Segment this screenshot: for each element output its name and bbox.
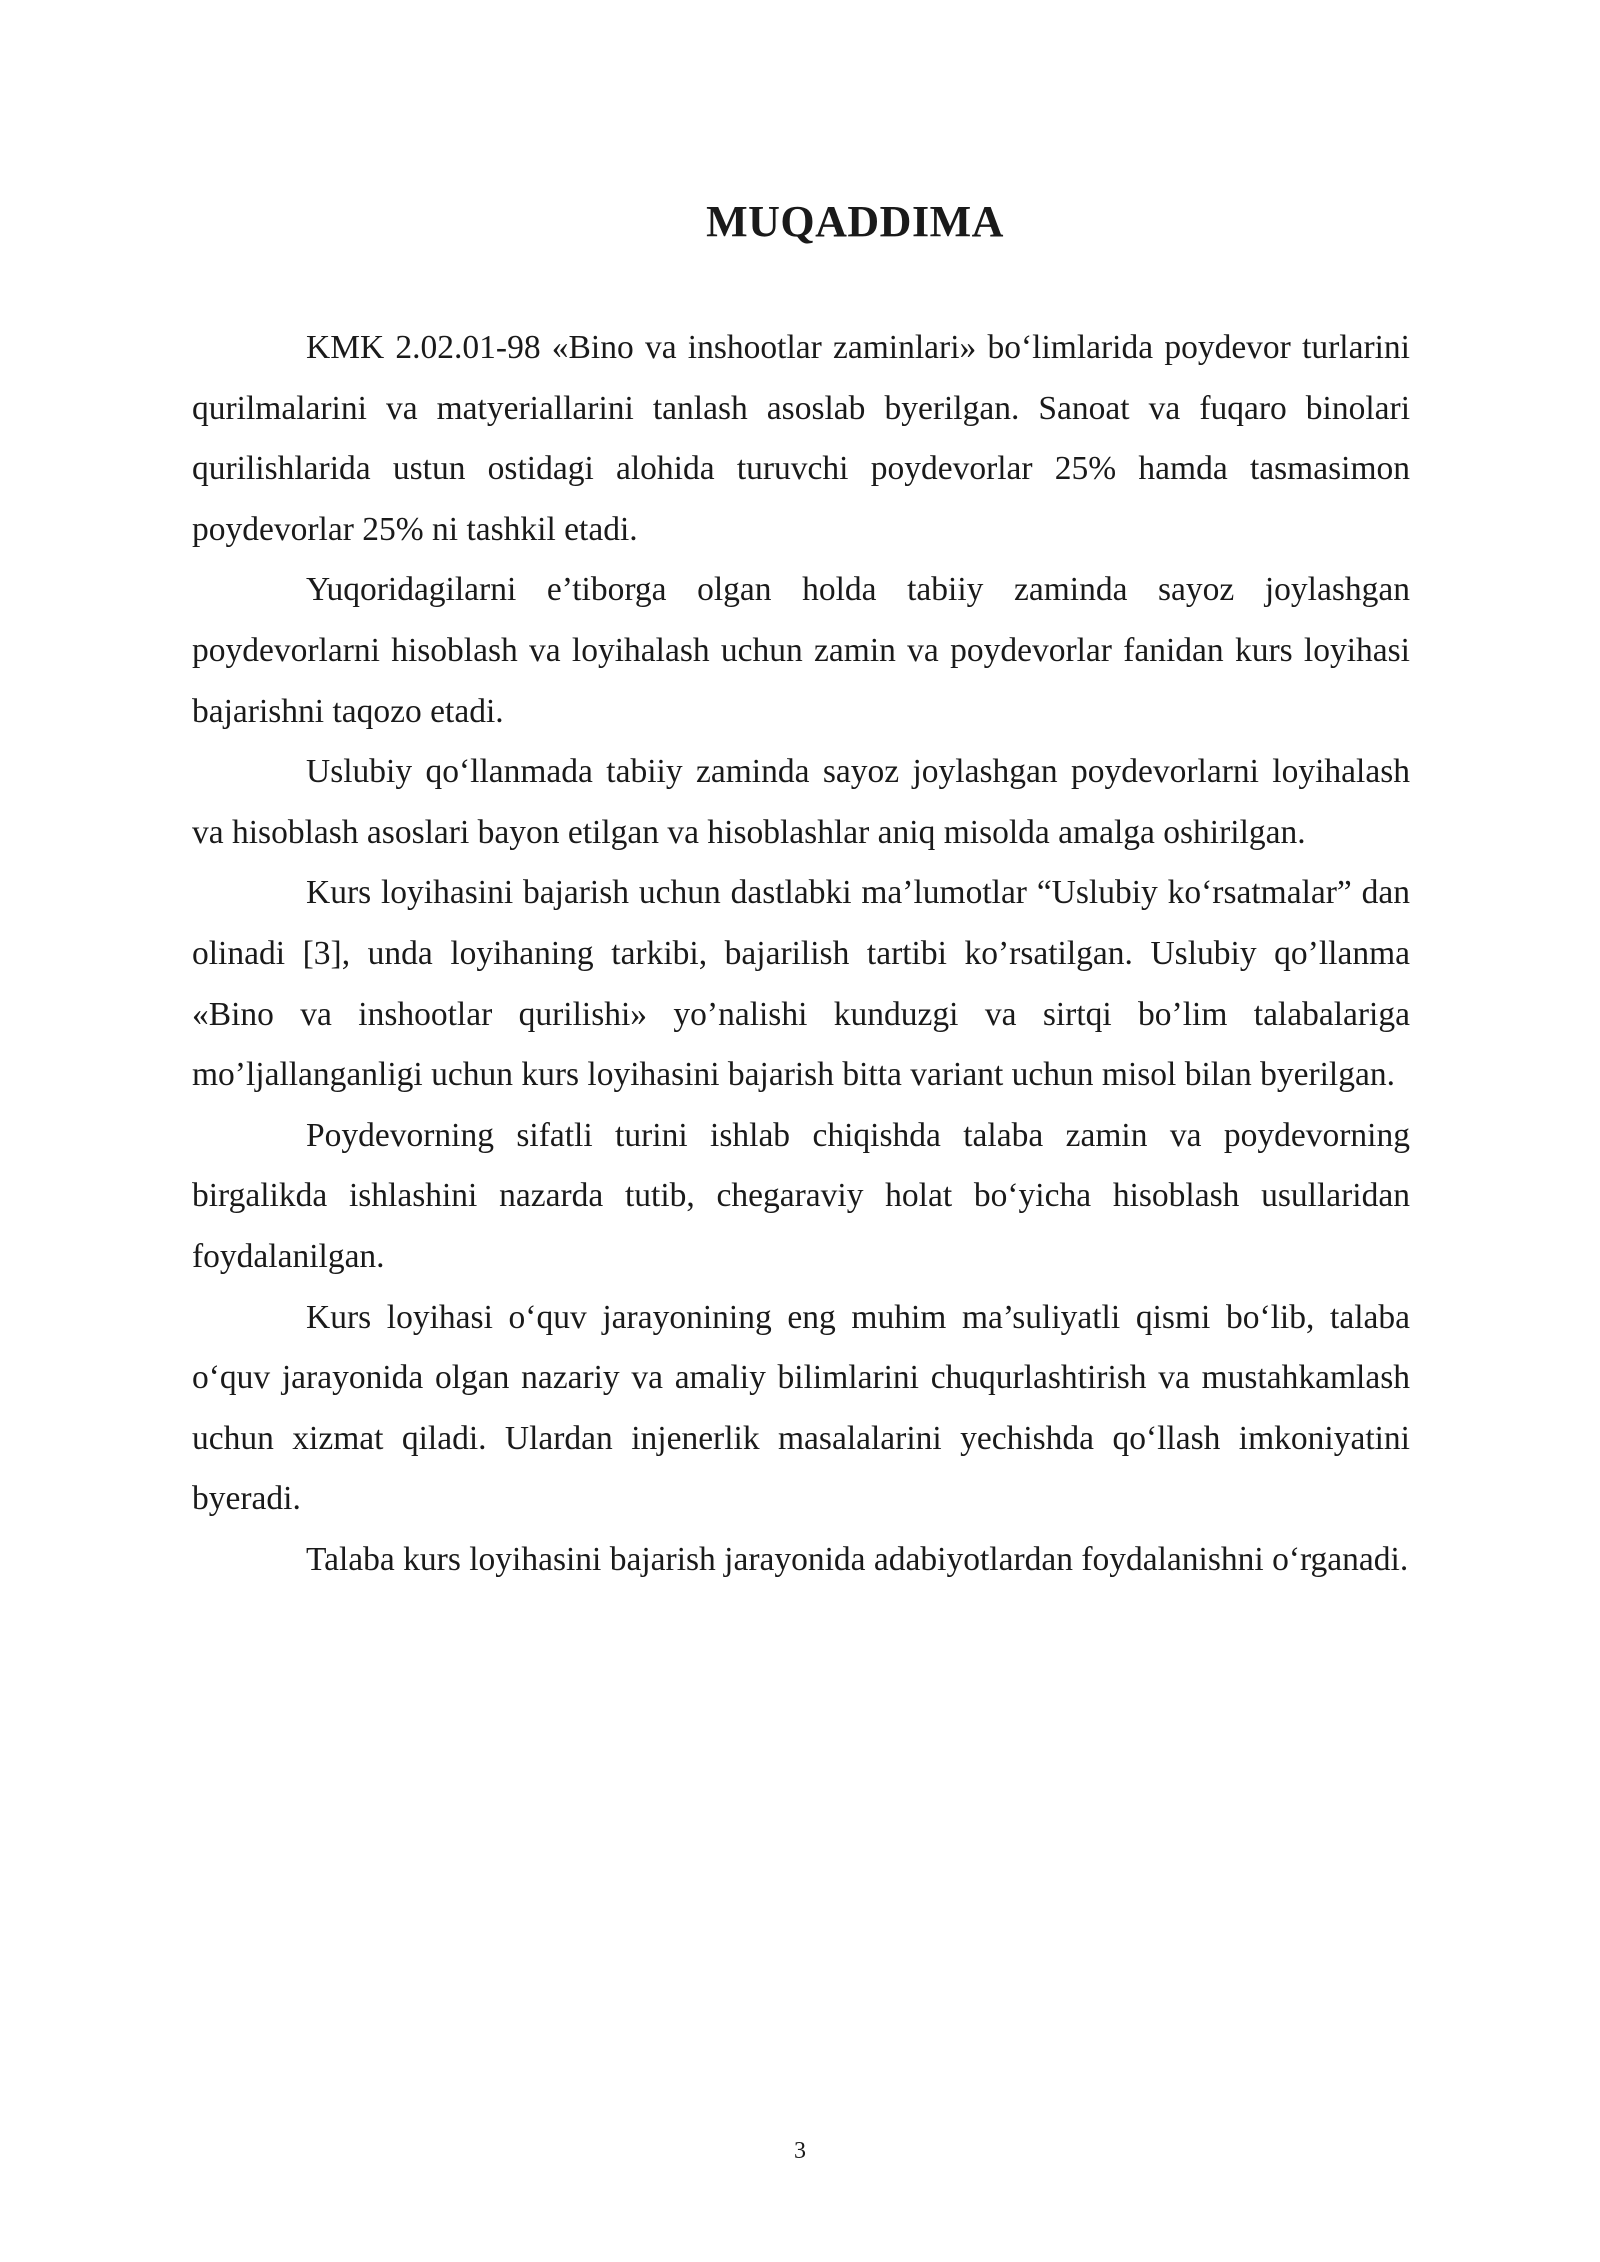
paragraph-3: Uslubiy qo‘llanmada tabiiy zaminda sayoz joylashgan poydevorlarni loyihalash va hisoblash asoslari bayon etilgan va hisoblashlar aniq misolda amalga oshirilgan. — [192, 753, 1410, 851]
paragraph-2: Yuqoridagilarni e’tiborga olgan holda tabiiy zaminda sayoz joylashgan poydevorlarni hisoblash va loyihalash uchun zamin va poydevorlar fanidan kurs loyihasi bajarishni taqozo etadi. — [192, 571, 1410, 730]
page-number: 3 — [794, 2138, 806, 2164]
paragraph-7: Talaba kurs loyihasini bajarish jarayonida adabiyotlardan foydalanishni o‘rganadi. — [306, 1540, 1409, 1578]
paragraph-4: Kurs loyihasini bajarish uchun dastlabki ma’lumotlar “Uslubiy ko‘rsatmalar” dan olinadi [3], unda loyihaning tarkibi, bajarilish tartibi ko’rsatilgan. Uslubiy qo’llanma «Bino va inshootlar qurilishi» yo’nalishi kunduzgi va sirtqi bo’lim talabalariga mo’ljallanganligi uchun kurs loyihasini bajarish bitta variant uchun misol bilan byerilgan. — [192, 874, 1410, 1094]
paragraph-1: KMK 2.02.01-98 «Bino va inshootlar zaminlari» bo‘limlarida poydevor turlarini qurilmalarini va matyeriallarini tanlash asoslab byerilgan. Sanoat va fuqaro binolari qurilishlarida ustun ostidagi alohida turuvchi poydevorlar 25% hamda tasmasimon poydevorlar 25% ni tashkil etadi. — [192, 329, 1410, 548]
paragraph-6: Kurs loyihasi o‘quv jarayonining eng muhim ma’suliyatli qismi bo‘lib, talaba o‘quv jarayonida olgan nazariy va amaliy bilimlarini chuqurlashtirish va mustahkamlash uchun xizmat qiladi. Ulardan injenerlik masalalarini yechishda qo‘llash imkoniyatini byeradi. — [192, 1298, 1410, 1518]
body-text — [192, 318, 1410, 1590]
page-title: MUQADDIMA — [706, 197, 1004, 246]
paragraph-5: Poydevorning sifatli turini ishlab chiqishda talaba zamin va poydevorning birgalikda ishlashini nazarda tutib, chegaraviy holat bo‘yicha hisoblash usullaridan foydalanilgan. — [192, 1116, 1410, 1275]
